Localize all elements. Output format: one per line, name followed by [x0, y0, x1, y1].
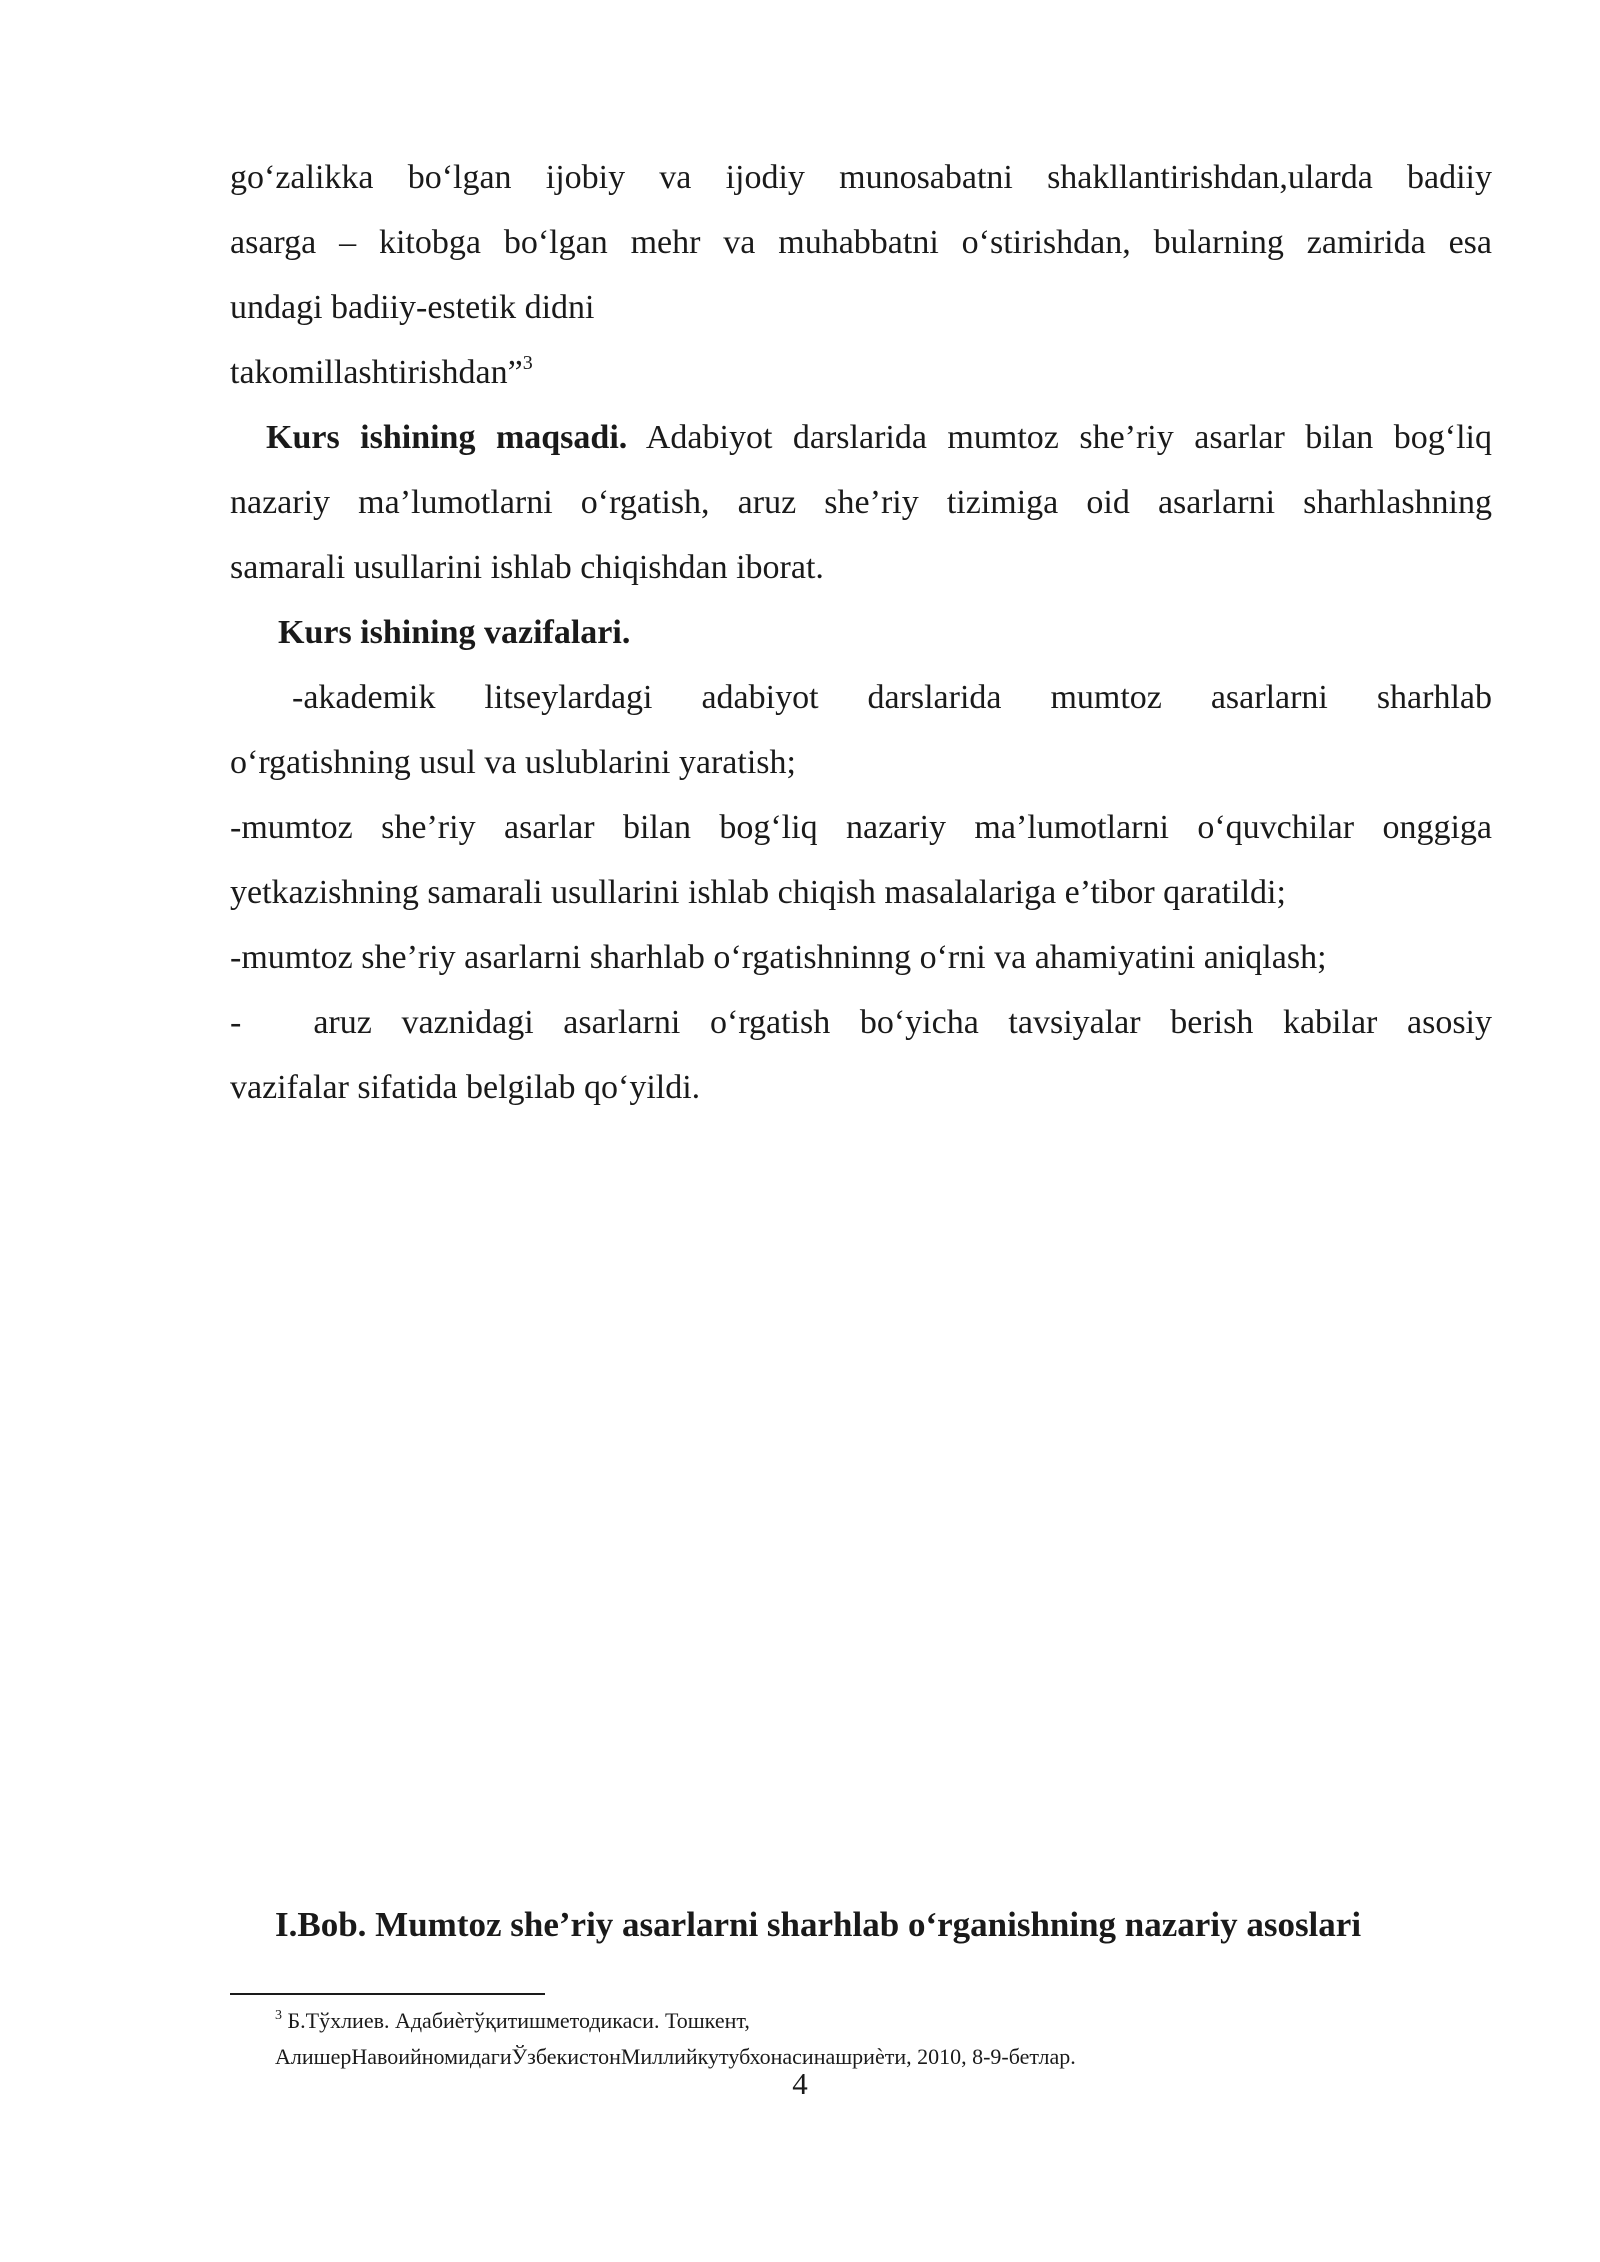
task-2-line-1: -mumtoz she’riy asarlar bilan bog‘liq nazariy ma’lumotlarni o‘quvchilar onggiga	[230, 809, 1492, 846]
goal-line-1-text: Adabiyot darslarida mumtoz she’riy asarlar bilan bog‘liq	[627, 419, 1492, 456]
tasks-heading: Kurs ishining vazifalari.	[278, 614, 631, 651]
quote-line-4-text: takomillashtirishdan”	[230, 354, 523, 391]
footnote-number: 3	[275, 2008, 282, 2023]
task-3: -mumtoz she’riy asarlarni sharhlab o‘rgatishninng o‘rni va ahamiyatini aniqlash;	[230, 939, 1327, 976]
task-4-line-1-text: aruz vaznidagi asarlarni o‘rgatish bo‘yicha tavsiyalar berish kabilar asosiy	[313, 1004, 1492, 1041]
goal-heading: Kurs ishining maqsadi.	[266, 419, 628, 456]
task-4-line-2: vazifalar sifatida belgilab qo‘yildi.	[230, 1069, 701, 1106]
chapter-heading: I.Bob. Mumtoz she’riy asarlarni sharhlab o‘rganishning nazariy asoslari	[275, 1905, 1362, 1944]
task-4-line-1	[230, 990, 1492, 1055]
task-2-line-2: yetkazishning samarali usullarini ishlab chiqish masalalariga e’tibor qaratildi;	[230, 874, 1286, 911]
quote-line-3: undagi badiiy-estetik didni	[230, 289, 595, 326]
page-number: 4	[792, 2066, 808, 2101]
task-4-dash: -	[230, 1004, 242, 1041]
footnote-separator	[230, 1993, 545, 1995]
footnote-reference: 3	[522, 352, 533, 374]
quote-line-4	[230, 340, 1492, 405]
task-1-line-2: o‘rgatishning usul va uslublarini yaratish;	[230, 744, 796, 781]
quote-line-2: asarga – kitobga bo‘lgan mehr va muhabbatni o‘stirishdan, bularning zamirida esa	[230, 224, 1492, 261]
footnote-line-1-text: Б.Тўхлиев. Адабиѐтўқитишметодикаси. Тошкент,	[282, 2008, 750, 2033]
footnote-line-1	[275, 2003, 1495, 2039]
footnote	[275, 2003, 1495, 2075]
goal-line-1	[230, 405, 1492, 470]
quote-line-1: go‘zalikka bo‘lgan ijobiy va ijodiy munosabatni shakllantirishdan,ularda badiiy	[230, 159, 1492, 196]
goal-line-2: nazariy ma’lumotlarni o‘rgatish, aruz she’riy tizimiga oid asarlarni sharhlashning	[230, 484, 1492, 521]
goal-line-3: samarali usullarini ishlab chiqishdan iborat.	[230, 549, 824, 586]
body-text	[230, 145, 1492, 1120]
task-1-line-1: -akademik litseylardagi adabiyot darslarida mumtoz asarlarni sharhlab	[292, 679, 1492, 716]
footnote-line-2: АлишерНавоийномидагиЎзбекистонМиллийкутубхонасинашриѐти, 2010, 8-9-бетлар.	[275, 2044, 1076, 2069]
